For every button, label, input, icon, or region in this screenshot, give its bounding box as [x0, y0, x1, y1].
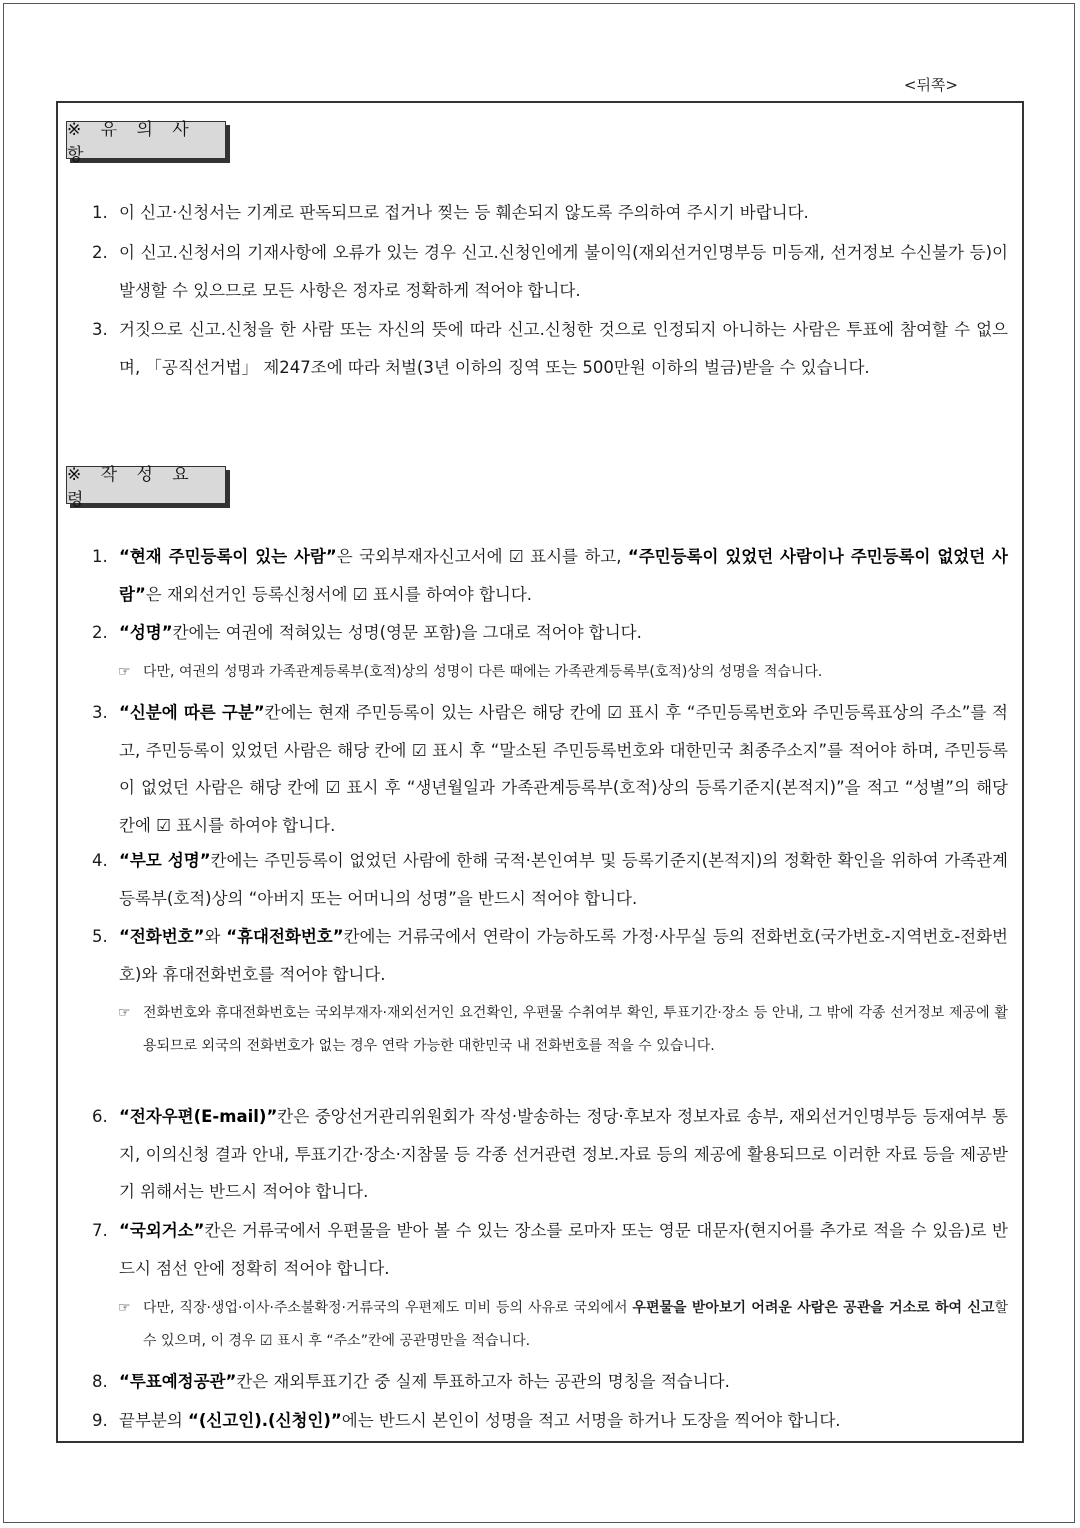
item-text: [119, 614, 1008, 652]
page-marker: <뒤쪽>: [903, 76, 958, 94]
guide-heading: ※ 작 성 요 령: [66, 466, 226, 504]
guide-note-2: [118, 656, 1008, 689]
note-text: 전화번호와 휴대전화번호는 국외부재자·재외선거인 요건확인, 우편물 수취여부 확인, 투표기간·장소 등 안내, 그 밖에 각종 선거정보 제공에 활용되므로 외국의 전화번호가 없는 경우 연락 가능한 대한민국 내 전화번호를 적을 수 있습니다.: [143, 1005, 1008, 1054]
text-run: 에는 반드시 본인이 성명을 적고 서명을 하거나 도장을 찍어야 합니다.: [341, 1411, 841, 1430]
item-number: 9.: [92, 1411, 108, 1430]
item-text: [119, 1212, 1008, 1287]
item-number: 5.: [92, 927, 108, 946]
guide-item-6: [92, 1098, 1008, 1211]
text-run: 칸에는 여권에 적혀있는 성명(영문 포함)을 그대로 적어야 합니다.: [172, 623, 642, 642]
text-run: 할 수 있으며, 이 경우 ☑ 표시 후 “주소”칸에 공관명만을 적습니다.: [143, 1300, 1008, 1349]
pointing-hand-icon: ☞: [118, 664, 131, 680]
pointing-hand-icon: ☞: [118, 1005, 131, 1021]
item-number: 3.: [92, 320, 108, 339]
bold-term: “전자우편(E-mail)”: [119, 1107, 278, 1126]
text-run: 다만, 직장·생업·이사·주소불확정·거류국의 우편제도 미비 등의 사유로 국외에서: [143, 1300, 633, 1316]
guide-item-1: [92, 538, 1008, 613]
bold-term: “부모 성명”: [119, 851, 211, 870]
item-text: [119, 538, 1008, 613]
item-number: 8.: [92, 1372, 108, 1391]
guide-item-8: [92, 1363, 1008, 1401]
text-run: 칸은 재외투표기간 중 실제 투표하고자 하는 공관의 명칭을 적습니다.: [236, 1372, 730, 1391]
guide-item-7: [92, 1212, 1008, 1287]
guide-item-3: [92, 694, 1008, 844]
guide-note-5: [118, 997, 1008, 1063]
item-text: 이 신고·신청서는 기계로 판독되므로 접거나 찢는 등 훼손되지 않도록 주의하여 주시기 바랍니다.: [119, 203, 809, 222]
text-run: 칸에는 거류국에서 연락이 가능하도록 가정·사무실 등의 전화번호(국가번호-지역번호-전화번호)와 휴대전화번호를 적어야 합니다.: [119, 927, 1008, 984]
item-number: 7.: [92, 1221, 108, 1240]
item-text: [119, 1363, 1008, 1401]
caution-heading: ※ 유 의 사 항: [66, 121, 226, 159]
guide-item-4: [92, 842, 1008, 917]
bold-term: “성명”: [119, 623, 173, 642]
item-number: 1.: [92, 547, 108, 566]
caution-item-3: [92, 311, 1008, 386]
note-text: [143, 1292, 1008, 1358]
text-run: 칸은 중앙선거관리위원회가 작성·발송하는 정당·후보자 정보자료 송부, 재외선거인명부등 등재여부 통지, 이의신청 결과 안내, 투표기간·장소·지참물 등 각종 선거관련 정보.자료 등의 제공에 활용되므로 이러한 자료 등을 제공받기 위해서는 반드시 적어야 합니다.: [119, 1107, 1008, 1201]
bold-term: “신분에 따른 구분”: [119, 703, 265, 722]
text-run: 와: [204, 927, 227, 946]
item-text: [119, 694, 1008, 844]
bold-term: “국외거소”: [119, 1221, 205, 1240]
item-number: 6.: [92, 1107, 108, 1126]
guide-note-7: [118, 1292, 1008, 1358]
item-text: [119, 1098, 1008, 1211]
guide-item-5: [92, 918, 1008, 993]
item-number: 4.: [92, 851, 108, 870]
text-run: 은 재외선거인 등록신청서에 ☑ 표시를 하여야 합니다.: [145, 584, 533, 604]
item-text: 이 신고.신청서의 기재사항에 오류가 있는 경우 신고.신청인에게 불이익(재외선거인명부등 미등재, 선거정보 수신불가 등)이 발생할 수 있으므로 모든 사항은 정자로 정확하게 적어야 합니다.: [119, 243, 1008, 300]
guide-item-9: [92, 1402, 1008, 1440]
item-text: [119, 1402, 1008, 1440]
text-run: 은 국외부재자신고서에 ☑ 표시를 하고,: [336, 547, 628, 566]
text-run: 칸에는 현재 주민등록이 있는 사람은 해당 칸에 ☑ 표시 후 “주민등록번호와 주민등록표상의 주소”를 적고, 주민등록이 있었던 사람은 해당 칸에 ☑ 표시 후 “말소된 주민등록번호와 대한민국 최종주소지”를 적어야 하며, 주민등록이 없었던 사람은 해당 칸에 ☑ 표시 후 “생년월일과 가족관계등록부(호적)상의 등록기준지(본적지)”을 적고 “성별”의 해당 칸에 ☑ 표시를 하여야 합니다.: [119, 703, 1008, 835]
item-text: [119, 918, 1008, 993]
item-text: [119, 842, 1008, 917]
item-number: 2.: [92, 243, 108, 262]
text-run: 칸에는 주민등록이 없었던 사람에 한해 국적·본인여부 및 등록기준지(본적지)의 정확한 확인을 위하여 가족관계등록부(호적)상의 “아버지 또는 어머니의 성명”을 반드시 적어야 합니다.: [119, 851, 1008, 908]
bold-term: “투표예정공관”: [119, 1372, 237, 1391]
caution-item-2: [92, 234, 1008, 309]
bold-term: “휴대전화번호”: [226, 927, 344, 946]
bold-term: “주민등록이 있었던 사람이나 주민등록이 없었던 사람”: [119, 547, 1008, 604]
note-text: 다만, 여권의 성명과 가족관계등록부(호적)상의 성명이 다른 때에는 가족관계등록부(호적)상의 성명을 적습니다.: [143, 664, 823, 680]
bold-term: “전화번호”: [119, 927, 205, 946]
item-number: 3.: [92, 703, 108, 722]
pointing-hand-icon: ☞: [118, 1300, 131, 1316]
bold-term: 우편물을 받아보기 어려운 사람은 공관을 거소로 하여 신고: [632, 1300, 995, 1316]
bold-term: “현재 주민등록이 있는 사람”: [119, 547, 337, 566]
guide-item-2: [92, 614, 1008, 652]
text-run: 끝부분의: [119, 1411, 189, 1430]
bold-term: “(신고인).(신청인)”: [188, 1411, 342, 1430]
caution-item-1: [92, 194, 1008, 232]
text-run: 칸은 거류국에서 우편물을 받아 볼 수 있는 장소를 로마자 또는 영문 대문자(현지어를 추가로 적을 수 있음)로 반드시 점선 안에 정확히 적어야 합니다.: [119, 1221, 1008, 1278]
item-number: 1.: [92, 203, 108, 222]
item-text: 거짓으로 신고.신청을 한 사람 또는 자신의 뜻에 따라 신고.신청한 것으로 인정되지 아니하는 사람은 투표에 참여할 수 없으며, 「공직선거법」 제247조에 따라 처벌(3년 이하의 징역 또는 500만원 이하의 벌금)받을 수 있습니다.: [119, 320, 1008, 377]
item-number: 2.: [92, 623, 108, 642]
